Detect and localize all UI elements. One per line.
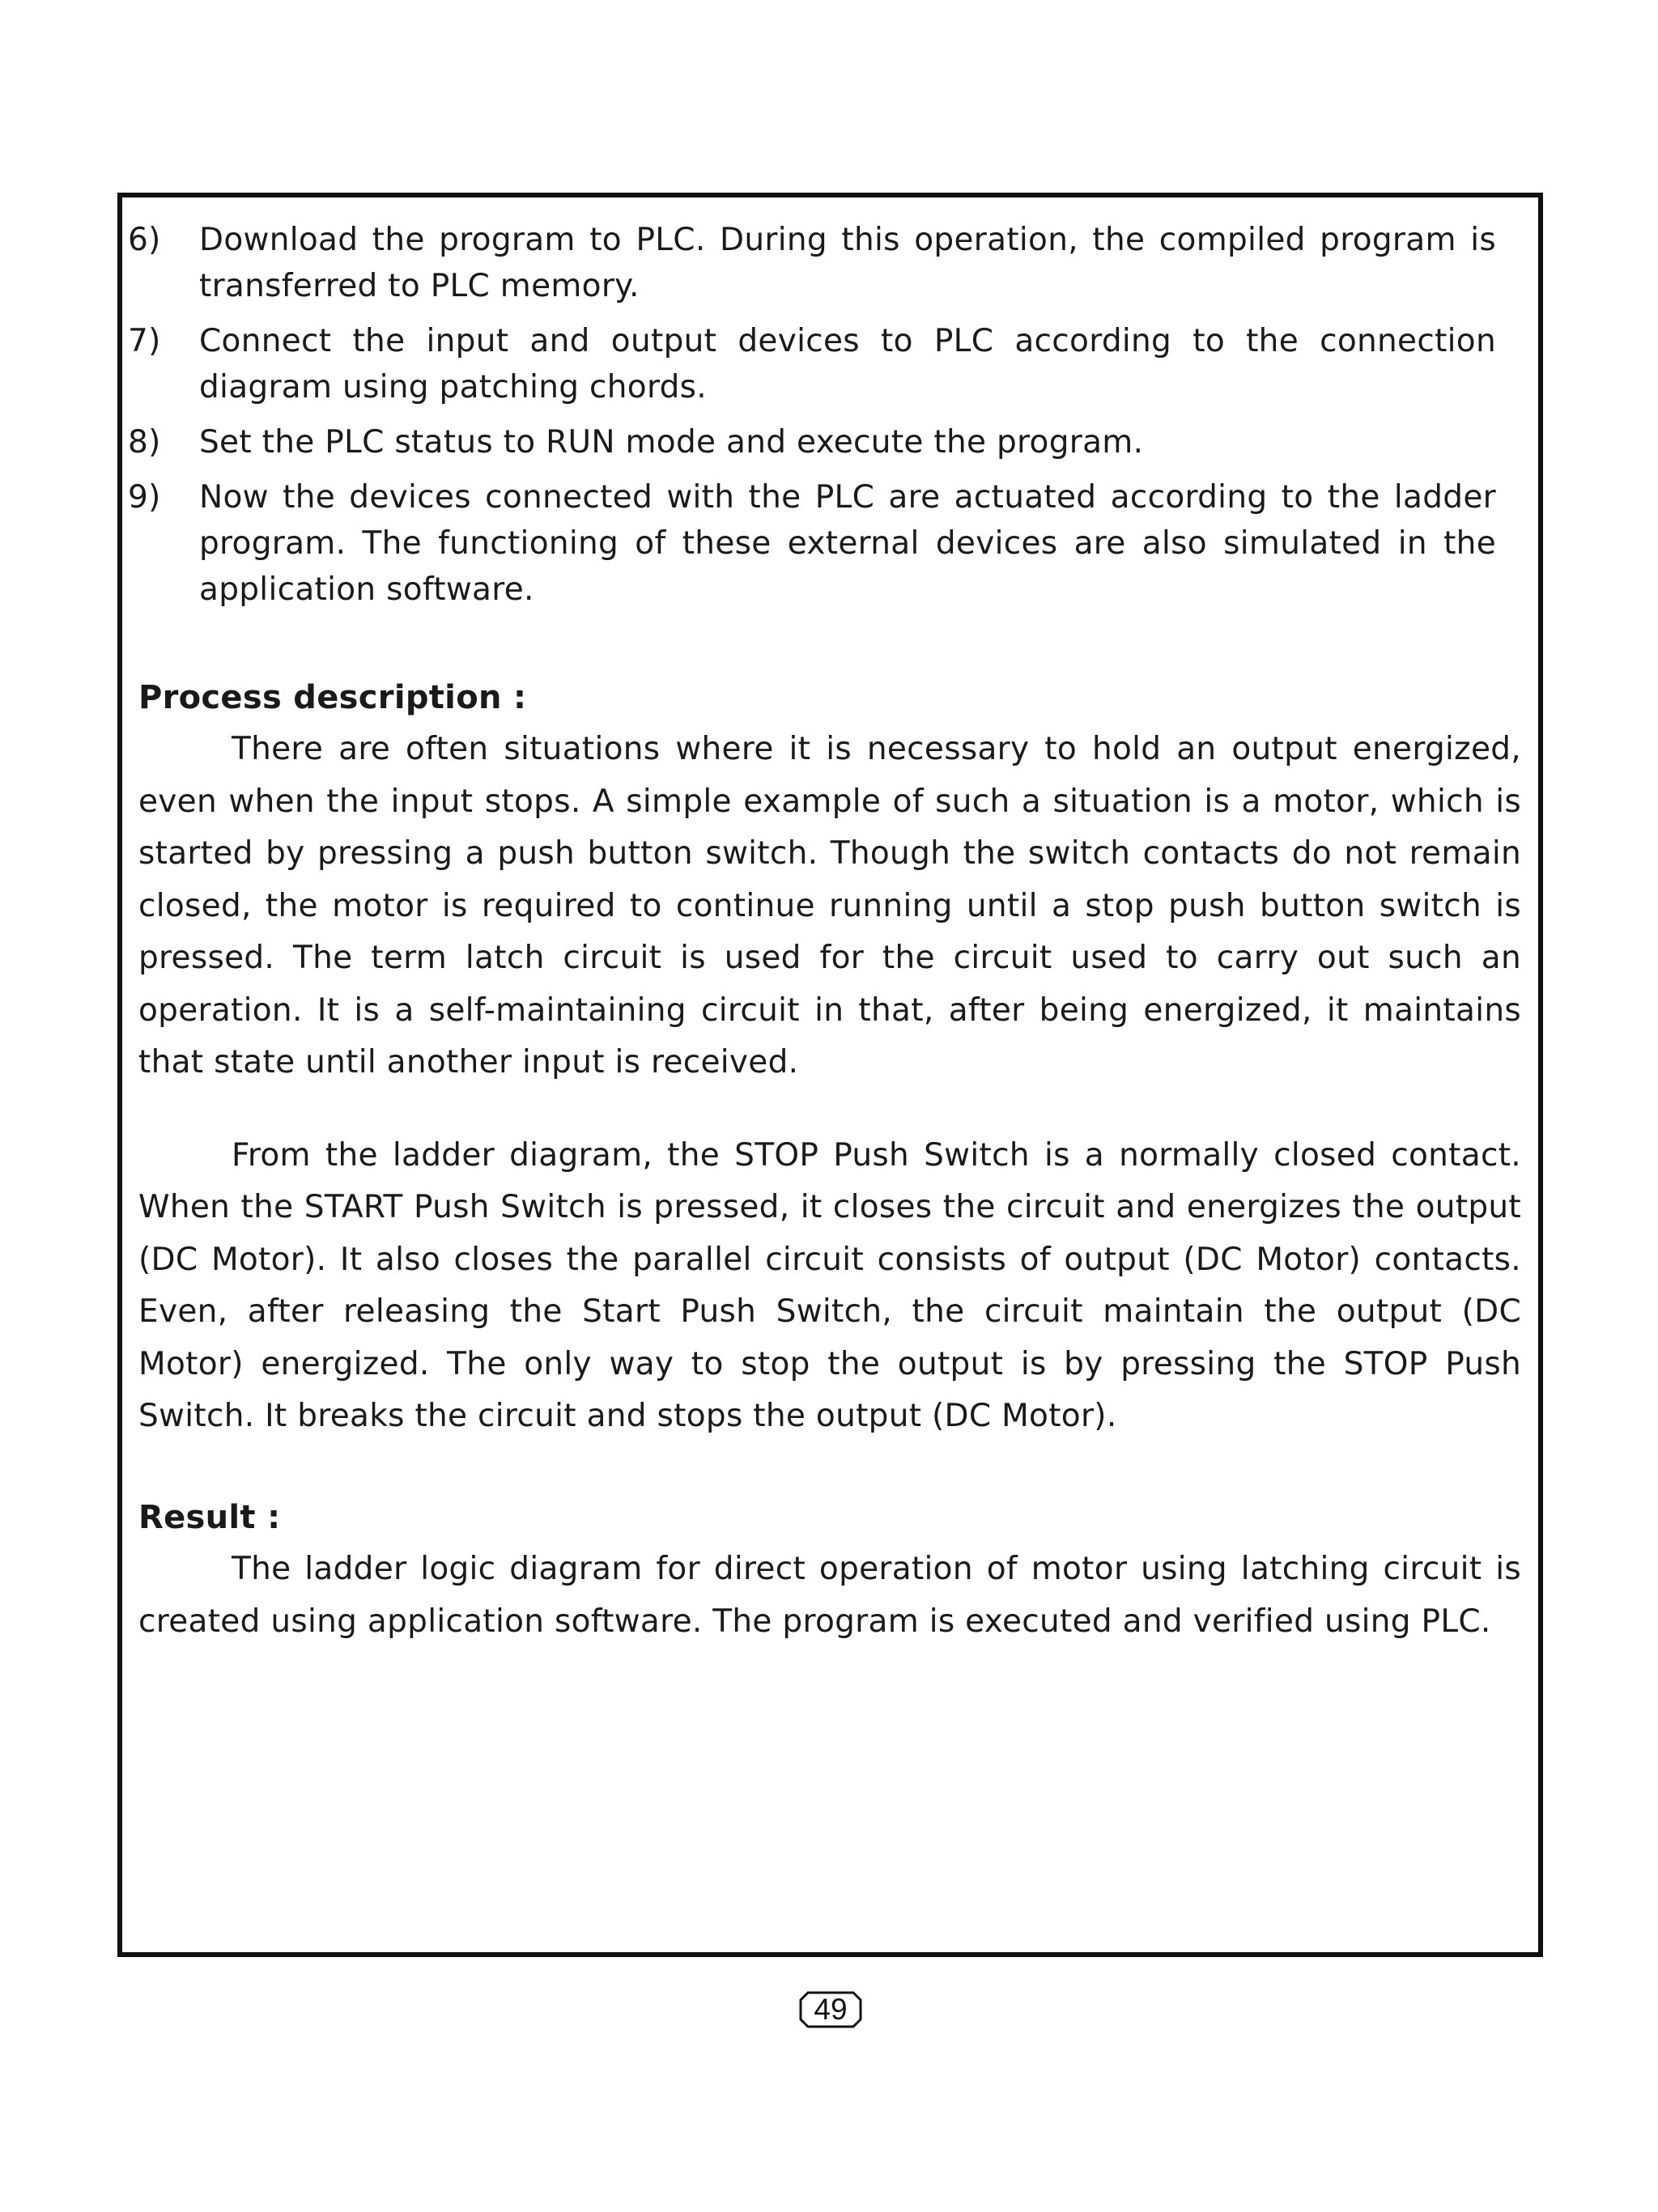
step-text: Connect the input and output devices to PLC according to the connection diagram using patching chords.: [199, 323, 1496, 405]
procedure-steps-list: [128, 217, 1496, 622]
result-heading: Result :: [138, 1499, 281, 1536]
process-description-section: [138, 672, 1521, 1443]
step-number: 6): [128, 222, 161, 258]
page-number-badge: [798, 1990, 863, 2029]
step-item-9: [128, 474, 1496, 613]
process-description-paragraph-2: From the ladder diagram, the STOP Push Switch is a normally closed contact. When the START Push Switch is pressed, it closes the circuit and energizes the output (DC Motor). It also closes the parallel circuit consists of output (DC Motor) contacts. Even, after releasing the Start Push Switch, the circuit maintain the output (DC Motor) energized. The only way to stop the output is by pressing the STOP Push Switch. It breaks the circuit and stops the output (DC Motor).: [138, 1136, 1521, 1434]
page-number: 49: [814, 1993, 848, 2026]
step-text: Download the program to PLC. During this operation, the compiled program is transferred to PLC memory.: [199, 222, 1496, 304]
result-paragraph: The ladder logic diagram for direct operation of motor using latching circuit is created using application software. The program is executed and verified using PLC.: [138, 1551, 1521, 1640]
step-text: Set the PLC status to RUN mode and execute the program.: [199, 424, 1144, 461]
process-description-heading: Process description :: [138, 679, 527, 716]
step-text: Now the devices connected with the PLC are actuated according to the ladder program. The functioning of these external devices are also simulated in the application software.: [199, 479, 1496, 608]
step-number: 8): [128, 424, 161, 461]
step-item-8: [128, 419, 1496, 465]
step-item-7: [128, 318, 1496, 410]
result-section: [138, 1492, 1521, 1648]
step-number: 7): [128, 323, 161, 359]
step-number: 9): [128, 479, 161, 516]
step-item-6: [128, 217, 1496, 309]
process-description-paragraph-1: There are often situations where it is necessary to hold an output energized, even when the input stops. A simple example of such a situation is a motor, which is started by pressing a push button switch. Though the switch contacts do not remain closed, the motor is required to continue running until a stop push button switch is pressed. The term latch circuit is used for the circuit used to carry out such an operation. It is a self-maintaining circuit in that, after being energized, it maintains that state until another input is received.: [138, 731, 1521, 1081]
